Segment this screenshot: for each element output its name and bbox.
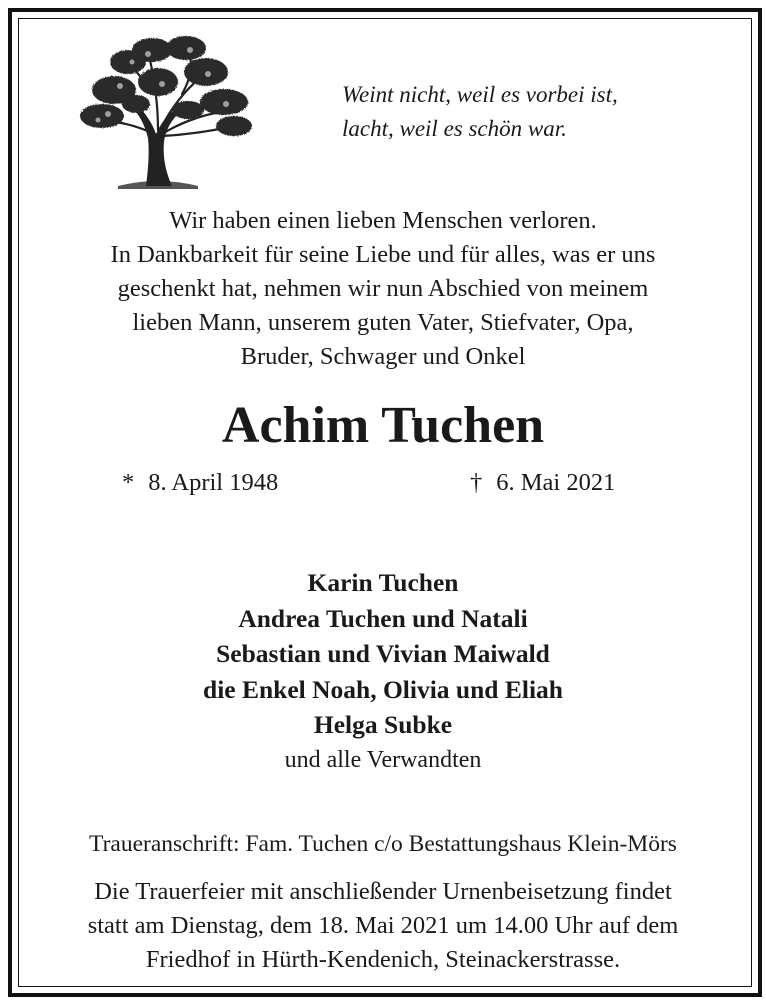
ceremony-line: statt am Dienstag, dem 18. Mai 2021 um 14.00 Uhr auf dem [87, 912, 679, 939]
ceremony-line: Friedhof in Hürth-Kendenich, Steinackerstrasse. [145, 946, 621, 973]
intro-line: Bruder, Schwager und Onkel [240, 343, 526, 370]
intro-line: lieben Mann, unserem guten Vater, Stiefvater, Opa, [132, 309, 634, 336]
intro-line: geschenkt hat, nehmen wir nun Abschied von meinem [117, 275, 649, 302]
quote-line: lacht, weil es schön war. [342, 116, 567, 141]
cross-icon: † [470, 469, 483, 496]
death-date-text: 6. Mai 2021 [496, 469, 616, 496]
mourners-list [20, 565, 746, 778]
mourner-name: Karin Tuchen [307, 568, 459, 597]
intro-line: Wir haben einen lieben Menschen verloren. [169, 207, 597, 234]
birth-date-text: 8. April 1948 [148, 469, 279, 496]
mourner-name: Andrea Tuchen und Natali [238, 603, 528, 633]
tree-illustration [58, 26, 258, 192]
mourner-name: Helga Subke [313, 710, 453, 739]
birth-date [122, 466, 278, 500]
deceased-name: Achim Tuchen [221, 397, 545, 454]
mourning-address: Traueranschrift: Fam. Tuchen c/o Bestattungshaus Klein-Mörs [89, 831, 677, 857]
intro-text [20, 204, 746, 374]
quote-line: Weint nicht, weil es vorbei ist, [342, 82, 618, 107]
death-date [470, 466, 615, 500]
birth-star-icon: * [122, 469, 135, 496]
quote [342, 78, 618, 146]
ceremony-info [20, 875, 746, 977]
mourner-name: Sebastian und Vivian Maiwald [216, 639, 550, 668]
ceremony-line: Die Trauerfeier mit anschließender Urnenbeisetzung findet [94, 878, 672, 905]
relatives-line: und alle Verwandten [284, 746, 482, 773]
mourner-name: die Enkel Noah, Olivia und Eliah [203, 674, 563, 704]
intro-line: In Dankbarkeit für seine Liebe und für alles, was er uns [110, 241, 656, 268]
